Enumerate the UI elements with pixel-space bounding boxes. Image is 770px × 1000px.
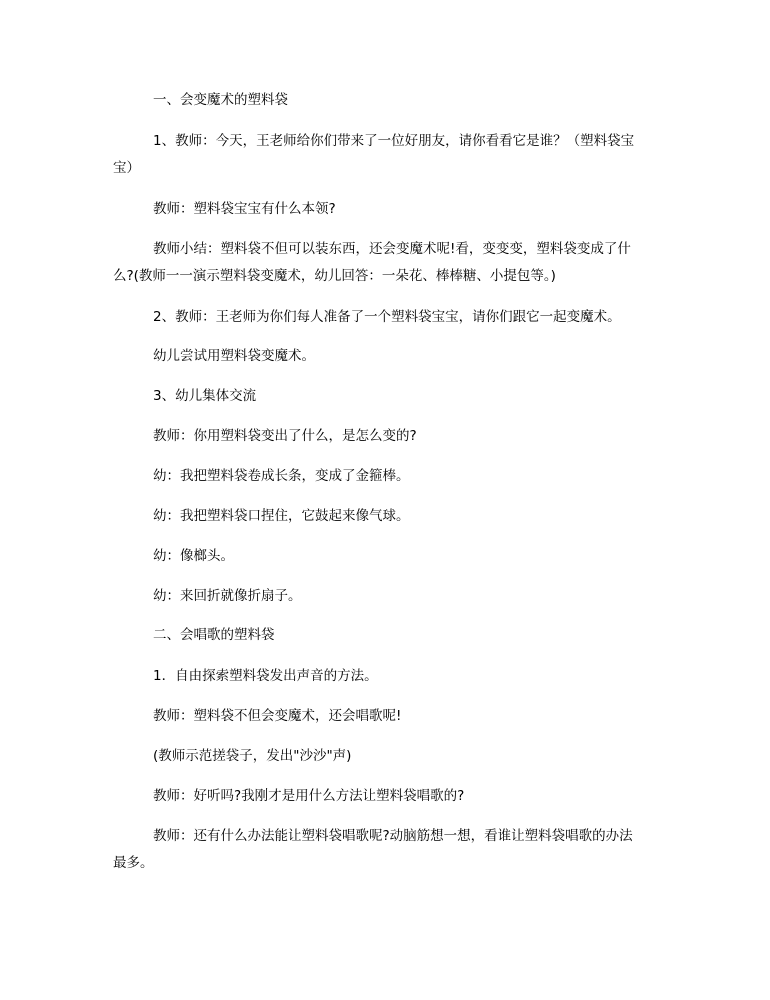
paragraph-explore-sound: [113, 663, 653, 690]
text-line: 3、幼儿集体交流: [153, 388, 257, 404]
paragraph-teacher-ask: [113, 423, 653, 450]
paragraph-child-answer-1: [113, 463, 653, 490]
paragraph-step-3: [113, 383, 653, 410]
paragraph-step-2: [113, 304, 653, 331]
text-line: 宝）: [113, 160, 140, 176]
text-line: 一、会变魔术的塑料袋: [153, 92, 288, 108]
text-line: 二、会唱歌的塑料袋: [153, 627, 275, 643]
text-line: 教师：塑料袋宝宝有什么本领?: [153, 201, 336, 217]
text-line: (教师示范搓袋子，发出"沙沙"声): [153, 748, 352, 764]
text-line: 教师：你用塑料袋变出了什么，是怎么变的?: [153, 428, 417, 444]
section-heading-1: [113, 87, 653, 114]
paragraph-teacher-demo: [113, 743, 653, 770]
text-line: 幼：来回折就像折扇子。: [153, 588, 302, 604]
paragraph-child-answer-3: [113, 543, 653, 570]
text-line: 教师小结：塑料袋不但可以装东西，还会变魔术呢!看，变变变，塑料袋变成了什: [153, 241, 631, 257]
text-line: 教师：好听吗?我刚才是用什么方法让塑料袋唱歌的?: [153, 788, 465, 804]
text-line: 教师：还有什么办法能让塑料袋唱歌呢?动脑筋想一想，看谁让塑料袋唱歌的办法: [153, 828, 633, 844]
paragraph-teacher-question: [113, 196, 653, 223]
text-line: 1、教师：今天，王老师给你们带来了一位好朋友，请你看看它是谁？（塑料袋宝: [153, 133, 635, 149]
paragraph-teacher-intro: [113, 128, 653, 182]
paragraph-child-answer-4: [113, 583, 653, 610]
paragraph-teacher-summary: [113, 236, 653, 290]
text-line: 么?(教师一一演示塑料袋变魔术，幼儿回答：一朵花、棒棒糖、小提包等。): [113, 268, 556, 284]
text-line: 幼儿尝试用塑料袋变魔术。: [153, 348, 315, 364]
text-line: 幼：我把塑料袋卷成长条，变成了金箍棒。: [153, 468, 410, 484]
text-line: 2、教师：王老师为你们每人准备了一个塑料袋宝宝，请你们跟它一起变魔术。: [153, 309, 621, 325]
text-line: 幼：像榔头。: [153, 548, 234, 564]
paragraph-teacher-listen: [113, 783, 653, 810]
paragraph-teacher-sing: [113, 703, 653, 730]
text-line: 幼：我把塑料袋口捏住，它鼓起来像气球。: [153, 508, 410, 524]
text-line: 1．自由探索塑料袋发出声音的方法。: [153, 668, 378, 684]
paragraph-child-answer-2: [113, 503, 653, 530]
paragraph-children-try: [113, 343, 653, 370]
text-line: 教师：塑料袋不但会变魔术，还会唱歌呢!: [153, 708, 402, 724]
paragraph-teacher-other-ways: [113, 823, 653, 877]
section-heading-2: [113, 622, 653, 649]
text-line: 最多。: [113, 855, 154, 871]
